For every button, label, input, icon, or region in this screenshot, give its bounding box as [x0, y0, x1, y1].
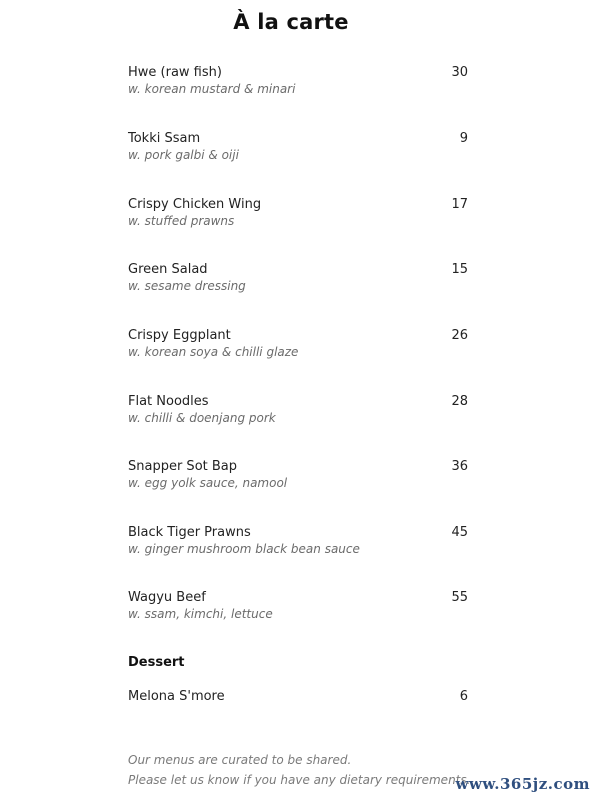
menu-item-description: w. sesame dressing	[128, 279, 246, 293]
footer-note: Our menus are curated to be shared.	[128, 753, 352, 767]
menu-item-description: w. egg yolk sauce, namool	[128, 476, 288, 490]
menu-item	[128, 589, 473, 622]
menu-item-price: 28	[451, 394, 468, 409]
menu-item-description: w. korean mustard & minari	[128, 82, 296, 96]
menu-item-name: Flat Noodles	[128, 394, 209, 409]
menu-item-description: w. ssam, kimchi, lettuce	[128, 607, 273, 621]
menu-item-name: Wagyu Beef	[128, 590, 206, 605]
menu-item	[128, 327, 473, 360]
menu-item-name: Crispy Eggplant	[128, 328, 231, 343]
menu-item	[128, 196, 473, 229]
menu-item	[128, 64, 473, 97]
menu-item-name: Crispy Chicken Wing	[128, 197, 262, 212]
menu-item-price: 36	[451, 459, 468, 474]
menu-item-name: Snapper Sot Bap	[128, 459, 238, 474]
menu-item-price: 15	[451, 262, 468, 277]
menu-item-name: Green Salad	[128, 262, 208, 277]
menu-item-price: 55	[451, 590, 468, 605]
menu-item-name: Hwe (raw fish)	[128, 65, 222, 80]
menu-item	[128, 130, 473, 163]
watermark: www.365jz.com	[455, 775, 590, 793]
menu-title: À la carte	[233, 10, 349, 34]
dessert-item	[128, 688, 473, 705]
menu-item-name: Tokki Ssam	[128, 131, 201, 146]
menu-item	[128, 458, 473, 491]
menu-item-price: 45	[451, 525, 468, 540]
menu-item-price: 9	[459, 131, 468, 146]
menu-item-description: w. stuffed prawns	[128, 214, 235, 228]
menu-item	[128, 393, 473, 426]
footer-note: Please let us know if you have any dietary requirements.	[128, 773, 471, 787]
menu-item-description: w. ginger mushroom black bean sauce	[128, 542, 360, 556]
dessert-item-price: 6	[459, 689, 468, 704]
menu-item-description: w. chilli & doenjang pork	[128, 411, 276, 425]
dessert-heading: Dessert	[128, 655, 185, 670]
menu-item-description: w. pork galbi & oiji	[128, 148, 239, 162]
menu-item-price: 17	[451, 197, 468, 212]
menu-item-name: Black Tiger Prawns	[128, 525, 251, 540]
menu-item	[128, 524, 473, 557]
menu-item	[128, 261, 473, 294]
menu-item-description: w. korean soya & chilli glaze	[128, 345, 299, 359]
dessert-item-name: Melona S'more	[128, 689, 225, 704]
menu-item-price: 26	[451, 328, 468, 343]
menu-item-price: 30	[451, 65, 468, 80]
